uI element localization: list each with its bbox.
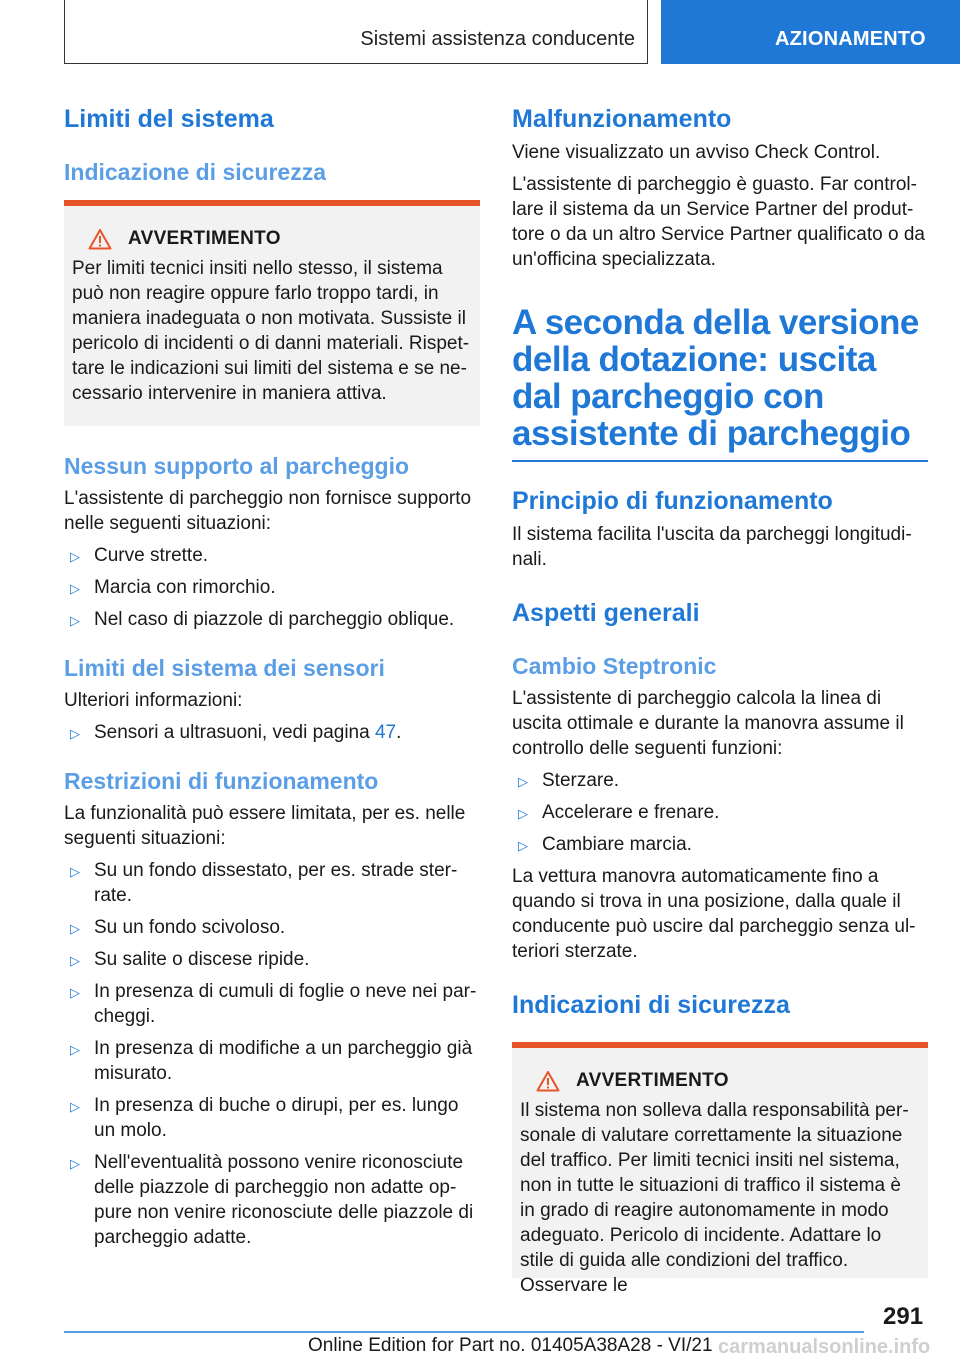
list-item: ▷ In presenza di modifiche a un parcheggio già misurato. <box>70 1038 473 1084</box>
steptronic-list <box>512 768 928 857</box>
list-item: ▷ Accelerare e frenare. <box>512 800 928 825</box>
list-item: ▷ In presenza di cumuli di foglie o neve nei parcheggi. <box>70 981 477 1027</box>
header-chapter: Sistemi assistenza conducente <box>360 28 635 50</box>
list-item: ▷ Nell'eventualità possono venire riconosciute delle piazzole di parcheggio non adatte oppure non venire riconosciute delle piazzole di parcheggio adatte. <box>70 1152 474 1248</box>
sensor-list <box>64 720 480 745</box>
page-number: 291 <box>883 1303 924 1330</box>
header-chapter-box <box>64 0 648 64</box>
bullet-triangle-icon: ▷ <box>70 1099 80 1114</box>
chapter-heading-parking-exit: A seconda della versione della dotazione: uscita dal parcheggio con assistente di parcheggio <box>512 304 928 462</box>
list-item: ▷ Marcia con rimorchio. <box>64 575 480 600</box>
warning-text: Per limiti tecnici insiti nello stesso, il sistema può non reagire oppure farlo troppo tardi, in maniera inadeguata o non motivata. Sussiste il pericolo di incidenti o di danni materiali. Rispettare le indicazioni sui limiti del sistema e se necessario intervenire in maniera attiva. <box>72 258 470 404</box>
list-item: ▷ Su salite o discese ripide. <box>64 947 480 972</box>
list-item: ▷ Nel caso di piazzole di parcheggio oblique. <box>64 607 480 632</box>
bullet-triangle-icon: ▷ <box>70 726 80 741</box>
steptronic-text: L'assistente di parcheggio calcola la linea di uscita ottimale e durante la manovra assume il controllo delle seguenti funzioni: <box>512 688 904 759</box>
bullet-triangle-icon: ▷ <box>70 864 80 879</box>
no-support-list <box>64 543 480 632</box>
restrict-intro: La funzionalità può essere limitata, per es. nelle seguenti situazioni: <box>64 803 466 849</box>
list-item: ▷ Curve strette. <box>64 543 480 568</box>
heading-no-parking-support: Nessun supporto al parcheggio <box>64 453 410 479</box>
warning-triangle-icon <box>88 228 112 250</box>
heading-steptronic: Cambio Steptronic <box>512 653 717 679</box>
bullet-triangle-icon: ▷ <box>518 838 528 853</box>
warning-title: AVVERTIMENTO <box>128 228 281 249</box>
warning-header <box>72 228 472 250</box>
page-link[interactable]: 47 <box>374 722 397 743</box>
list-item: ▷ Sterzare. <box>512 768 928 793</box>
bullet-triangle-icon: ▷ <box>70 581 80 596</box>
heading-function-restrictions: Restrizioni di funzionamento <box>64 768 379 794</box>
bullet-triangle-icon: ▷ <box>70 985 80 1000</box>
watermark: carmanualsonline.info <box>718 1336 931 1358</box>
heading-safety-note: Indicazione di sicurezza <box>64 159 327 185</box>
heading-safety-notes: Indicazioni di sicurezza <box>512 991 790 1019</box>
header-section: AZIONAMENTO <box>775 28 926 50</box>
list-item: ▷ Su un fondo scivoloso. <box>64 915 480 940</box>
steptronic-text-2: La vettura manovra automaticamente fino a quando si trova in una posizione, dalla quale il conducente può uscire dal parcheggio senza ulteriori sterzate. <box>512 866 916 962</box>
bullet-triangle-icon: ▷ <box>70 613 80 628</box>
heading-malfunction: Malfunzionamento <box>512 105 732 133</box>
sensor-intro: Ulteriori informazioni: <box>64 690 243 711</box>
malfunction-text-1: Viene visualizzato un avviso Check Control. <box>512 142 881 163</box>
bullet-triangle-icon: ▷ <box>518 774 528 789</box>
bullet-triangle-icon: ▷ <box>70 549 80 564</box>
heading-general: Aspetti generali <box>512 599 700 627</box>
malfunction-text-2: L'assistente di parcheggio è guasto. Far controllare il sistema da un Service Partner del produttore o da un altro Service Partner qualificato o da un'officina specializzata. <box>512 174 925 270</box>
footer-edition: Online Edition for Part no. 01405A38A28 - VI/21 <box>308 1335 713 1356</box>
principle-text: Il sistema facilita l'uscita da parcheggi longitudinali. <box>512 524 912 570</box>
warning-triangle-icon <box>536 1070 560 1092</box>
header-section-tab <box>661 0 960 64</box>
heading-system-limits: Limiti del sistema <box>64 105 274 133</box>
bullet-triangle-icon: ▷ <box>70 1156 80 1171</box>
bullet-triangle-icon: ▷ <box>518 806 528 821</box>
list-item: ▷ Su un fondo dissestato, per es. strade sterrate. <box>70 860 458 906</box>
footer-divider <box>64 1331 864 1333</box>
bullet-triangle-icon: ▷ <box>70 953 80 968</box>
right-column <box>512 96 928 1296</box>
restrict-list <box>64 858 480 1250</box>
warning-box <box>64 200 480 426</box>
warning-title: AVVERTIMENTO <box>576 1070 729 1091</box>
list-item: ▷ Sensori a ultrasuoni, vedi pagina 47. <box>64 720 480 745</box>
list-item: ▷ Cambiare marcia. <box>512 832 928 857</box>
warning-box <box>512 1042 928 1296</box>
left-column <box>64 96 480 1250</box>
bullet-triangle-icon: ▷ <box>70 921 80 936</box>
bullet-triangle-icon: ▷ <box>70 1042 80 1057</box>
list-item: ▷ In presenza di buche o dirupi, per es. lungo un molo. <box>70 1095 459 1141</box>
warning-text: Il sistema non solleva dalla responsabilità personale di valutare correttamente la situazione del traffico. Per limiti tecnici insiti nel sistema, non in tutte le situazioni di traffico il sistema è in grado di reagire autonomamente in modo adeguato. Pericolo di incidente. Adattare lo stile di guida alle condizioni del traffico. Osservare le <box>520 1100 909 1296</box>
heading-operating-principle: Principio di funzionamento <box>512 487 833 515</box>
heading-sensor-limits: Limiti del sistema dei sensori <box>64 655 385 681</box>
no-support-intro: L'assistente di parcheggio non fornisce supporto nelle seguenti situazioni: <box>64 488 472 534</box>
warning-header <box>520 1070 920 1092</box>
